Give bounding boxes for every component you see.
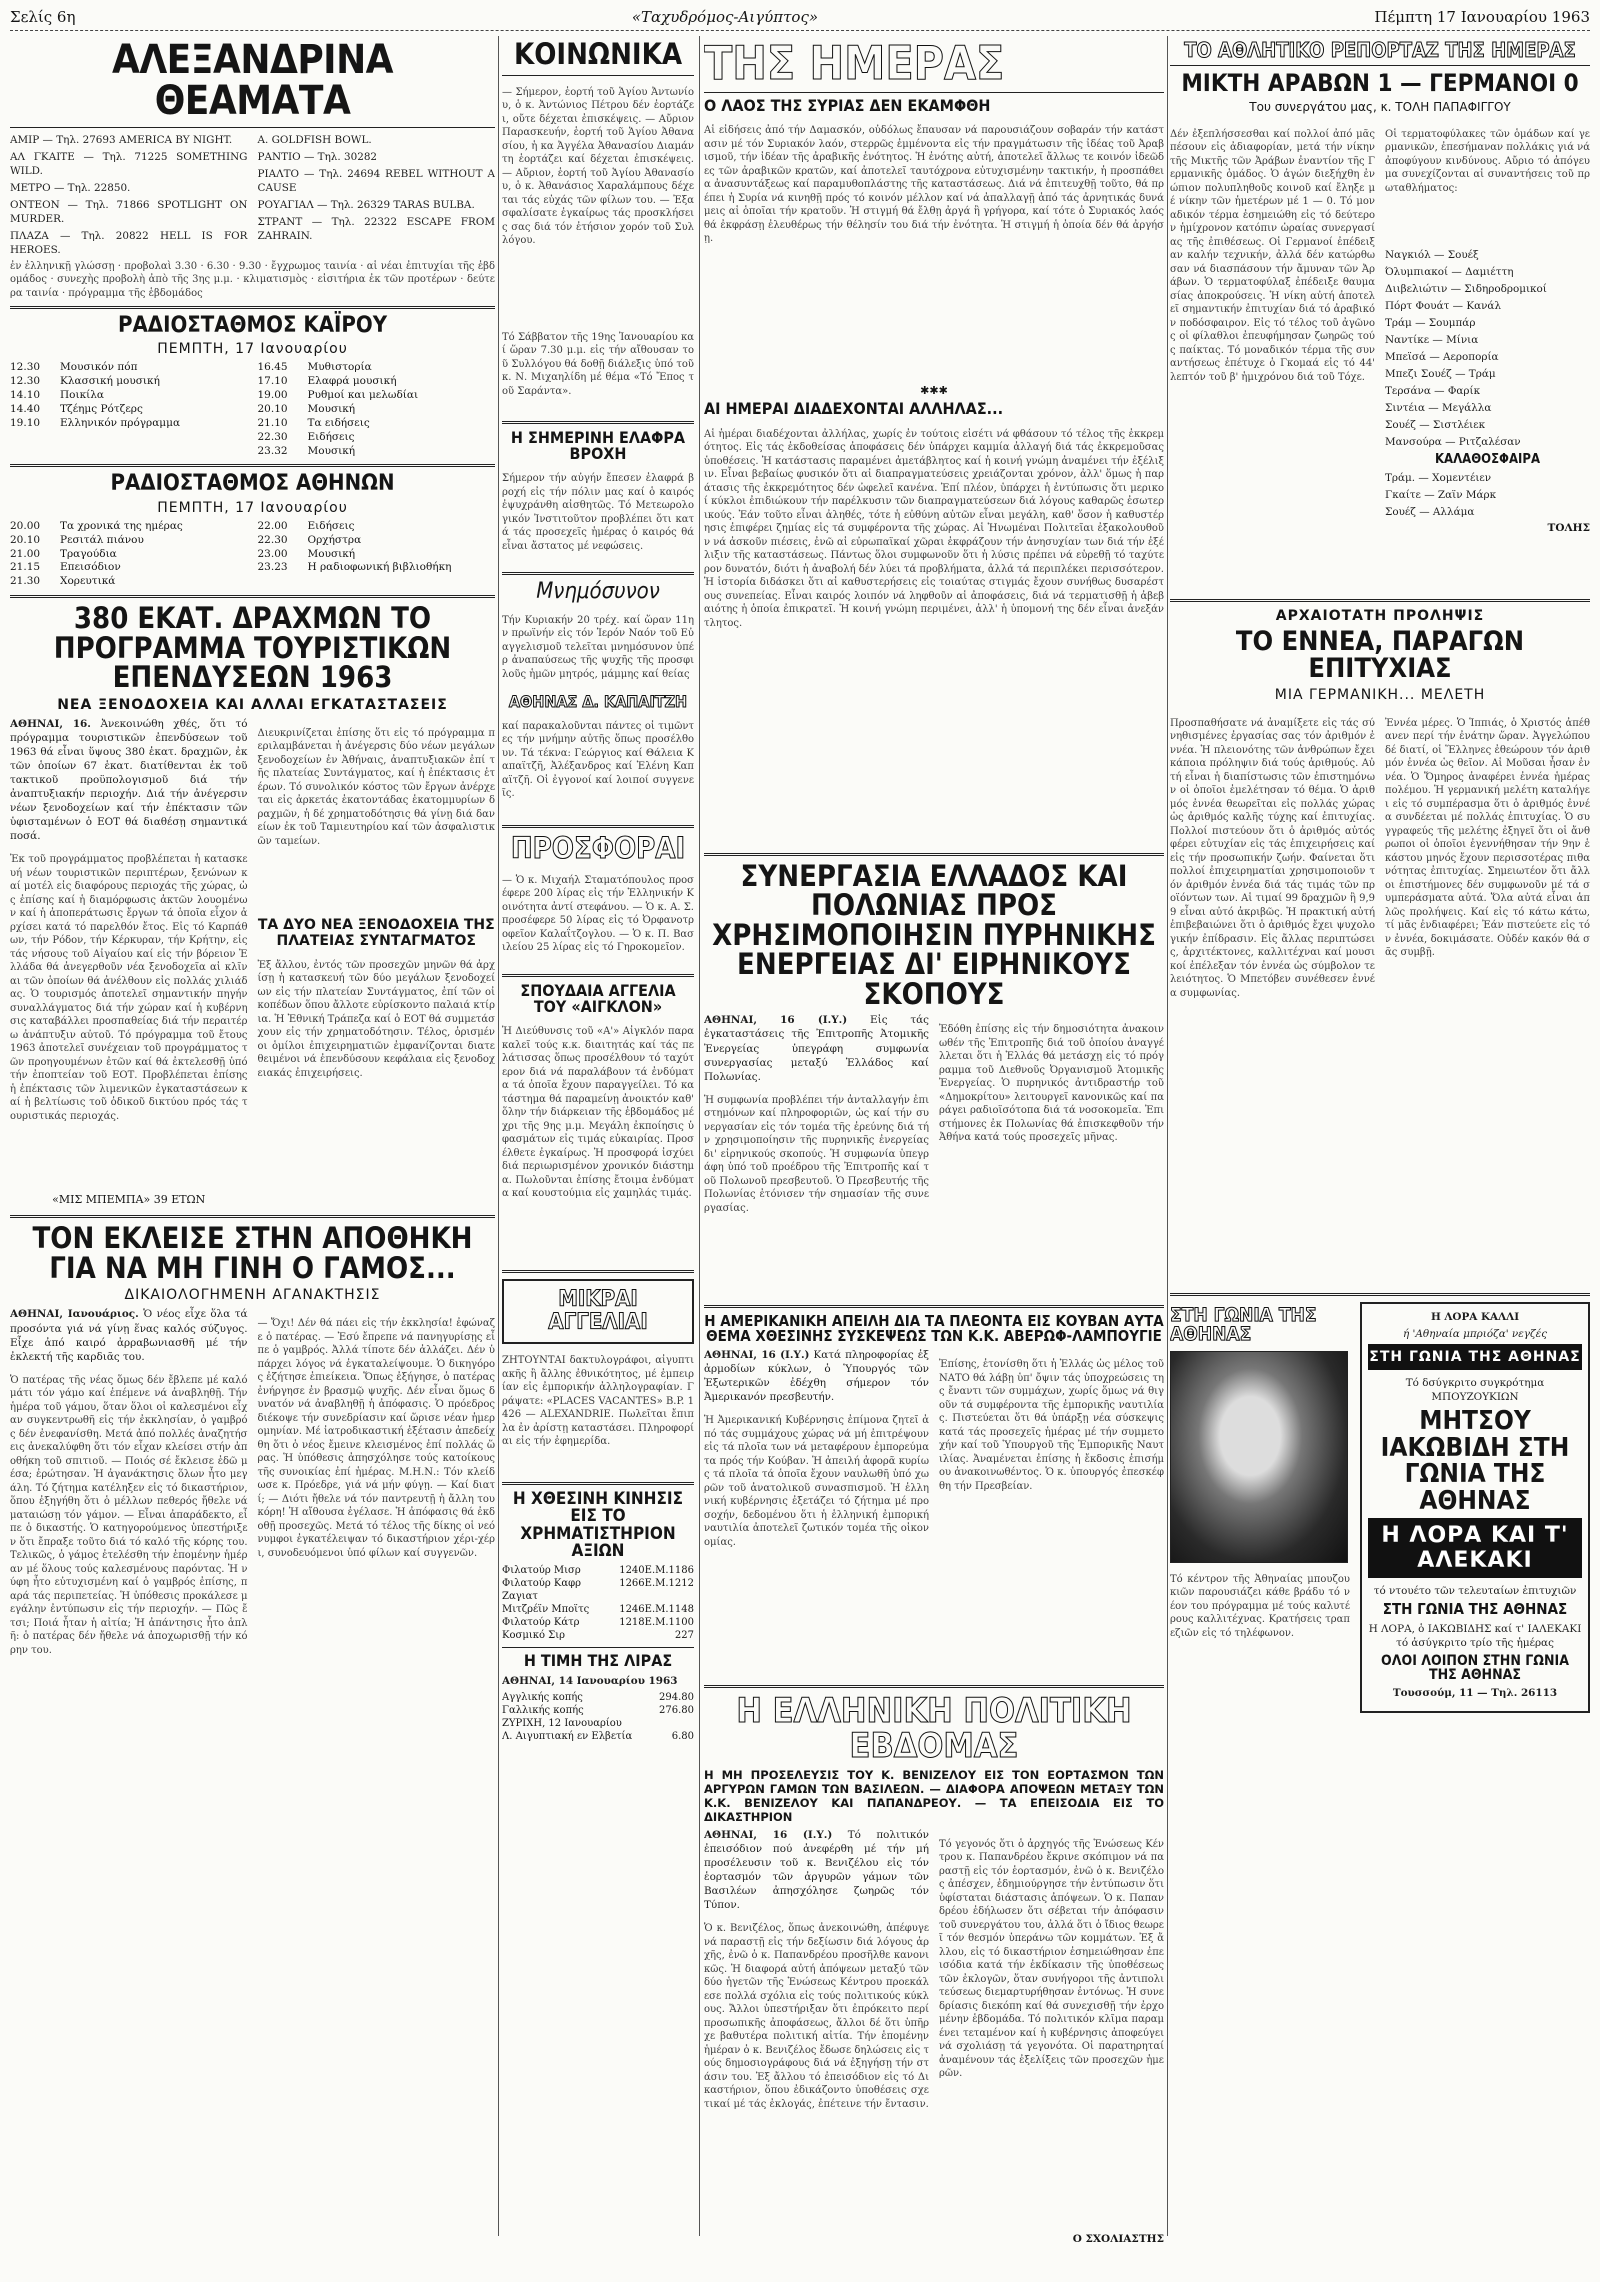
cinema-listing: ΟΝΤΕΟΝ — Τηλ. 71866 SPOTLIGHT ON MURDER.: [10, 198, 248, 225]
fixture-item: Όλυμπιακοί — Δαμιέττη: [1385, 265, 1514, 278]
rain-headline: Η ΣΗΜΕΡΙΝΗ ΕΛΑΦΡΑ ΒΡΟΧΗ: [510, 427, 686, 463]
sports-byline: Του συνεργάτου μας, κ. ΤΟΛΗ ΠΑΠΑΦΙΓΓΟΥ: [1249, 99, 1511, 114]
sports-headline: ΤΟ ΑΘΛΗΤΙΚΟ ΡΕΠΟΡΤΑΖ ΤΗΣ ΗΜΕΡΑΣ: [1184, 38, 1576, 62]
masthead: [10, 6, 1590, 31]
ad-hour: Η ΛΟΡΑ ΚΑΛΛΙ: [1430, 1310, 1520, 1323]
cinema-listing: ΡΟΥΑΓΙΑΛ — Τηλ. 26329 TARAS BULBA.: [257, 198, 475, 211]
ad-corner: ΣΤΗ ΓΩΝΙΑ ΤΗΣ ΑΘΗΝΑΣ: [1368, 1344, 1582, 1370]
ad-trio: Η ΛΟΡΑ, ὁ ΙΑΚΩΒΙΔΗΣ καί τ' ΙΑΛΕΚΑΚΙ τό ἀσύγκριτο τρίο τῆς ἡμέρας: [1368, 1622, 1582, 1649]
syria-headline: Ο ΛΑΟΣ ΤΗΣ ΣΥΡΙΑΣ ΔΕΝ ΕΚΑΜΦΘΗ: [704, 95, 991, 115]
ad-star: ΜΗΤΣΟΥ ΙΑΚΩΒΙΔΗ ΣΤΗ ΓΩΝΙΑ ΤΗΣ ΑΘΗΝΑΣ: [1380, 1406, 1570, 1516]
fixture-item: Ναγκιόλ — Σουέξ: [1385, 248, 1479, 261]
fixture-item: Μανσούρα — Ριτζαλέσαν: [1385, 436, 1521, 449]
poland-headline: ΣΥΝΕΡΓΑΣΙΑ ΕΛΛΑΔΟΣ ΚΑΙ ΠΟΛΩΝΙΑΣ ΠΡΟΣ ΧΡΗΣΙΜΟΠΟΙΗΣΙΝ ΠΥΡΗΝΙΚΗΣ ΕΝΕΡΓΕΙΑΣ ΔΙ' ΕΙΡΗΝΙΚΟΥΣ ΣΚΟΠΟΥΣ: [712, 858, 1156, 1011]
tourism-dateline: ΑΘΗΝΑΙ, 16.: [10, 717, 91, 730]
fixture-item: Μπεϊσά — Αεροπορία: [1385, 351, 1499, 364]
column-3: ΤΗΣ ΗΜΕΡΑΣ Ο ΛΑΟΣ ΤΗΣ ΣΥΡΙΑΣ ΔΕΝ ΕΚΑΜΦΘΗ Αἱ εἰδήσεις ἀπό τήν Δαμασκόν, οὐδόλως ἔπαυσαν νά παρουσιάζουν σοβαράν τήν κατάστασιν μέ τόν Συριακόν λαόν, στερρῶς ἐμμένοντα εἰς τήν πραγμάτωσιν τῆς ἰδέας τοῦ Ἀραβισμοῦ, τήν ἰδέαν τῆς ἀραβικῆς ἑνότητος. Ἡ ἐνότης αὐτή, ἀποτελεῖ ἄλλως τε κοινόν ἰδεῶδες τῶν ἀραβικῶν κρατῶν, καί ἀποτελεῖ ταυτόχρονα εὐτυχισμένην τακτικήν, ἡ προσπάθεια ἀνασυντάξεως καί παραμυθοπλάστης τῆς καταστάσεως. Διά νά ἐπιτευχθῇ τοῦτο, θά πρέπει ἡ Συρία νά κινηθῇ πρός τό κοινόν μέλλον καί νά ἀπαλλαγῇ ἀπό τάς ἀρνητικάς δυνάμεις αἱ ὁποῖαι τήν κρατοῦν. Ἡ στιγμή θά ἔλθῃ ἀργά ἢ γρήγορα, καί τότε ὁ Συριακός λαός θά ἐκφράσῃ ἐλευθέρως τήν θέλησίν του διά τήν ἐνότητα. Ἡ στιγμή ἡ ὁποία δέν θά ἀργήσῃ. ✱✱✱ ΑΙ ΗΜΕΡΑΙ ΔΙΑΔΕΧΟΝΤΑΙ ΑΛΛΗΛΑΣ... Αἱ ἡμέραι διαδέχονται ἀλλήλας, χωρίς ἐν τούτοις εἰσέτι νά φθάσουν τό τέλος τῆς ἐκκρεμότητος. Εἰς τάς ἐκδοθείσας ἀποφάσεις δέν ὑπάρχει καμμία ἀλλαγή διά τάς ἐκκρεμοῦσας ὑποθέσεις. Ἡ κατάστασις παραμένει ἀμετάβλητος καί ἡ κοινή γνώμη ἀναμένει τήν ἐξέλιξιν. Εἶναι βεβαίως φυσικόν ὅτι αἱ διαπραγματεύσεις χρειάζονται χρόνον, ἀλλ' ὅμως ἡ παράτασις τῆς ἐκκρεμότητος δέν ὠφελεῖ κανένα. Ἐπί πλέον, ὑπάρχει ἡ ἐντύπωσις ὅτι μερικοί κύκλοι ἐπιδιώκουν τήν παρέλκυσιν τῶν διαπραγματεύσεων διά λόγους καθαρῶς ἐσωτερικούς. Ἐάν τοῦτο εἶναι ἀληθές, τότε ἡ εὐθύνη αὐτῶν εἶναι μεγάλη, καθ' ὅσον ἡ καθυστέρησις ἐπιφέρει ζημίας εἰς τά συμφέροντα τῆς χώρας. Αἱ Ἡνωμέναι Πολιτεῖαι ἐξακολουθοῦν νά ἀσκοῦν πιέσεις, ἐνῶ αἱ εὐρωπαϊκαί χῶραι ἐκφράζουν τήν ἀνησυχίαν των διά τήν ἐξέλιξιν τῆς καταστάσεως. Πάντως ὅλοι συμφωνοῦν ὅτι ἡ λύσις πρέπει νά εὑρεθῇ τό ταχύτερον δυνατόν, διότι ἡ ἀναβολή δέν λύει τά προβλήματα, ἀλλά τά περιπλέκει περισσότερον. Ἡ ἱστορία διδάσκει ὅτι αἱ καθυστερήσεις εἰς τοιαύτας στιγμάς ἔχουν συνήθως δυσαρέστους συνεπείας. Εἶναι καιρός λοιπόν νά ληφθοῦν αἱ ἀποφάσεις, διά νά τερματισθῇ ἡ ἀβεβαιότης ἡ ὁποία ἐπικρατεῖ. Ἡ κοινή γνώμη περιμένει, ἀλλ' ἡ ὑπομονή της δέν εἶναι ἀνεξάντλητος. ΣΥΝΕΡΓΑΣΙΑ ΕΛΛΑΔΟΣ ΚΑΙ ΠΟΛΩΝΙΑΣ ΠΡΟΣ ΧΡΗΣΙΜΟΠΟΙΗΣΙΝ ΠΥΡΗΝΙΚΗΣ ΕΝΕΡΓΕΙΑΣ ΔΙ' ΕΙΡΗΝΙΚΟΥΣ ΣΚΟΠΟΥΣ ΑΘΗΝΑΙ, 16 (Ι.Υ.) Εἰς τάς ἐγκαταστάσεις τῆς Ἐπιτροπῆς Ἀτομικῆς Ἐνεργείας ὑπεγράφη συμφωνία συνεργασίας μεταξύ Ἑλλάδος καί Πολωνίας. Ἡ συμφωνία προβλέπει τήν ἀνταλλαγήν ἐπιστημόνων καί πληροφοριῶν, ὡς καί τήν συνεργασίαν εἰς τόν τομέα τῆς ἐρεύνης διά τήν χρησιμοποίησιν τῆς πυρηνικῆς ἐνεργείας δι' εἰρηνικούς σκοπούς. Ἡ συμφωνία ὑπεγράφη ὑπό τοῦ προέδρου τῆς Ἐπιτροπῆς καί τοῦ Πολωνοῦ πρεσβευτοῦ. Ὁ Πρεσβευτής τῆς Πολωνίας ἐτόνισεν τήν σημασίαν τῆς συνεργασίας. Ἐδόθη ἐπίσης εἰς τήν δημοσιότητα ἀνακοινωθέν τῆς Ἐπιτροπῆς διά τοῦ ὁποίου ἀναγγέλλεται ὅτι ἡ Ἑλλάς θά μετάσχῃ εἰς τό πρόγραμμα τοῦ Διεθνοῦς Ὀργανισμοῦ Ἀτομικῆς Ἐνεργείας. Ὁ πυρηνικός ἀντιδραστήρ τοῦ «Δημοκρίτου» λειτουργεῖ κανονικῶς καί παράγει ραδιοϊσότοπα διά τά νοσοκομεῖα. Ἐπιστήμονες ἐκ Πολωνίας θά ἐπισκεφθοῦν τήν Ἀθήνα κατά τούς προσεχεῖς μῆνας. Η ΑΜΕΡΙΚΑΝΙΚΗ ΑΠΕΙΛΗ ΔΙΑ ΤΑ ΠΛΕΟΝΤΑ ΕΙΣ ΚΟΥΒΑΝ ΑΥΤΑ ΘΕΜΑ ΧΘΕΣΙΝΗΣ ΣΥΣΚΕΨΕΩΣ ΤΩΝ Κ.Κ. ΑΒΕΡΩΦ-ΛΑΜΠΟΥΓΙΕ ΑΘΗΝΑΙ, 16 (Ι.Υ.) Κατά πληροφορίας ἐξ ἀρμοδίων κύκλων, ὁ Ὑπουργός τῶν Ἐξωτερικῶν ἐδέχθη σήμερον τόν Ἀμερικανόν πρεσβευτήν. Ἡ Ἀμερικανική Κυβέρνησις ἐπίμονα ζητεῖ ἀπό τάς συμμάχους χώρας νά μή ἐπιτρέψουν εἰς τά πλοῖα των νά μεταφέρουν ἐμπορεύματα πρός τήν Κούβαν. Ἡ ἀπειλή ἀφορᾶ κυρίως τά πλοῖα τά ὁποῖα ἔχουν ναυλωθῆ ὑπό χωρῶν τοῦ ἀνατολικοῦ συνασπισμοῦ. Ἡ ἑλληνική κυβέρνησις ἐξετάζει τό ζήτημα μέ προσοχήν, δεδομένου ὅτι ἡ ἑλληνική ἐμπορική ναυτιλία ἀποτελεῖ ζωτικόν τομέα τῆς οἰκονομίας. Ἐπίσης, ἐτονίσθη ὅτι ἡ Ἑλλάς ὡς μέλος τοῦ ΝΑΤΟ θά λάβῃ ὑπ' ὄψιν τάς ὑποχρεώσεις της ἔναντι τῶν συμμάχων, χωρίς ὅμως νά θιγοῦν τά συμφέροντα τῆς ἐμπορικῆς ναυτιλίας. Πιστεύεται ὅτι θά ὑπάρξῃ νέα σύσκεψις κατά τάς προσεχεῖς ἡμέρας μέ τήν συμμετοχήν καί τοῦ Ὑπουργοῦ τῆς Ἐμπορικῆς Ναυτιλίας. Ἀναμένεται ἐπίσης ἡ ἔκδοσις ἐπισήμου ἀνακοινωθέντος. Ὁ κ. ὑπουργός ἐπεσκέφθη τήν Πρεσβείαν. Η ΕΛΛΗΝΙΚΗ ΠΟΛΙΤΙΚΗ ΕΒΔΟΜΑΣ Η ΜΗ ΠΡΟΣΕΛΕΥΣΙΣ ΤΟΥ Κ. ΒΕΝΙΖΕΛΟΥ ΕΙΣ ΤΟΝ ΕΟΡΤΑΣΜΟΝ ΤΩΝ ΑΡΓΥΡΩΝ ΓΑΜΩΝ ΤΩΝ ΒΑΣΙΛΕΩΝ. — ΔΙΑΦΟΡΑ ΑΠΟΨΕΩΝ ΜΕΤΑΞΥ ΤΩΝ Κ.Κ. ΒΕΝΙΖΕΛΟΥ ΚΑΙ ΠΑΠΑΝΔΡΕΟΥ. — ΤΑ ΕΠΕΙΣΟΔΙΑ ΕΙΣ ΤΟ ΔΙΚΑΣΤΗΡΙΟΝ ΑΘΗΝΑΙ, 16 (Ι.Υ.) Τό πολιτικόν ἐπεισόδιον πού ἀνεφέρθη μέ τήν μή προσέλευσιν τοῦ κ. Βενιζέλου εἰς τόν ἑορτασμόν τῶν ἀργυρῶν γάμων τῶν Βασιλέων ἀπησχόλησε ζωηρῶς τόν Τύπον. Ὁ κ. Βενιζέλος, ὅπως ἀνεκοινώθη, ἀπέφυγε νά παραστῇ εἰς τήν δεξίωσιν διά λόγους ἀρχῆς, ἐνῶ ὁ κ. Παπανδρέου προσῆλθε κανονικῶς. Ἡ διαφορά αὐτή ἀπόψεων μεταξύ τῶν δύο ἡγετῶν τῆς Ἑνώσεως Κέντρου προεκάλεσε πολλά σχόλια εἰς τούς πολιτικούς κύκλους. Ἄλλοι ὑπεστήριξαν ὅτι ἐπρόκειτο περί προσωπικῆς ἀποφάσεως, ἄλλοι δέ ὅτι ὑπῆρχε βαθυτέρα πολιτική αἰτία. Τήν ἑπομένην ἡμέραν ὁ κ. Βενιζέλος ἔδωσε δηλώσεις εἰς τούς δημοσιογράφους διά νά ἐξηγήσῃ τήν στάσιν του. Ἐξ ἄλλου τό ἐπεισόδιον εἰς τό Δικαστήριον, ὅπου ἐδικάζοντο ὑποθέσεις σχετικαί μέ τάς ἐκλογάς, ἐπέτεινε τήν ἔντασιν. Τό γεγονός ὅτι ὁ ἀρχηγός τῆς Ἑνώσεως Κέντρου κ. Παπανδρέου ἔκρινε σκόπιμον νά παραστῇ εἰς τόν ἑορτασμόν, ἐνῶ ὁ κ. Βενιζέλος ἀπέσχεν, ἐδημιούργησε τήν ἐντύπωσιν ὅτι ὑφίσταται διάστασις ἀπόψεων. Ὁ κ. Παπανδρέου ἐδήλωσεν ὅτι σέβεται τήν ἀπόφασιν τοῦ συνεργάτου του, ἀλλά ὅτι ὁ ἴδιος θεωρεῖ τόν θεσμόν ὑπεράνω τῶν κομμάτων. Ἐξ ἄλλου, εἰς τό δικαστήριον ἐσημειώθησαν ἐπεισόδια κατά τήν ἐκδίκασιν τῆς ὑποθέσεως τῶν ἐκλογῶν, ὅταν συνήγοροι τῆς ἀντιπολιτεύσεως διεμαρτυρήθησαν ἐντόνως. Ἡ συνεδρίασις διεκόπη καί θά συνεχισθῇ τήν ἐρχομένην ἑβδομάδα. Τό πολιτικόν κλῖμα παραμένει τεταμένον καί ἡ κυβέρνησις ἀποφεύγει νά σχολιάσῃ τά γεγονότα. Οἱ παρατηρηταί ἀναμένουν τάς ἐξελίξεις τῶν προσεχῶν ἡμερῶν. Ο ΣΧΟΛΙΑΣΤΗΣ: [704, 36, 1164, 2245]
market-row: Μιτζρέϊν Μποϊτς 1246Ε.Μ.1148: [502, 1604, 694, 1616]
classifieds-headline: ΜΙΚΡΑΙ ΑΓΓΕΛΙΑΙ: [548, 1287, 648, 1335]
fixture-item: Τράμ — Σουμπάρ: [1385, 317, 1476, 330]
social-headline: ΚΟΙΝΩΝΙΚΑ: [513, 37, 683, 71]
cinema-listings: [10, 133, 495, 260]
radio-athens-date: ΠΕΜΠΤΗ, 17 Ιανουαρίου: [157, 499, 348, 516]
basketball-headline: ΚΑΛΑΘΟΣΦΑΙΡΑ: [1434, 452, 1541, 468]
fixture-item: Διιβελιώτιν — Σιδηροδρομικοί: [1385, 282, 1547, 295]
basketball-fixture: Τράμ. — Χομεντέιεν: [1385, 471, 1492, 484]
newspaper-page: [10, 6, 1590, 2245]
fixture-item: Ναντίκε — Μίνια: [1385, 334, 1479, 347]
prophecy-label: ΑΡΧΑΙΟΤΑΤΗ ΠΡΟΛΗΨΙΣ: [1275, 607, 1485, 624]
miss-line: «ΜΙΣ ΜΠΕΜΠΑ» 39 ΕΤΩΝ: [52, 1193, 206, 1207]
wedding-subheadline: ΔΙΚΑΙΟΛΟΓΗΜΕΝΗ ΑΓΑΝΑΚΤΗΣΙΣ: [124, 1287, 381, 1304]
days-headline: ΑΙ ΗΜΕΡΑΙ ΔΙΑΔΕΧΟΝΤΑΙ ΑΛΛΗΛΑΣ...: [704, 399, 1004, 419]
fixture-item: Τερσάνα — Φαρίκ: [1385, 385, 1481, 398]
ad-corner-2: ΣΤΗ ΓΩΝΙΑ ΤΗΣ ΑΘΗΝΑΣ: [1382, 1600, 1568, 1619]
cinema-listing: ΠΛΑΖΑ — Τηλ. 20822 HELL IS FOR HEROES.: [10, 229, 248, 256]
basketball-fixture: Γκαίτε — Ζαϊν Μάρκ: [1385, 488, 1497, 501]
ad-message: Τό δσύγκριτο συγκρότημα ΜΠΟΥΖΟΥΚΙΩΝ: [1405, 1377, 1545, 1404]
tourism-subheadline: ΝΕΑ ΞΕΝΟΔΟΧΕΙΑ ΚΑΙ ΑΛΛΑΙ ΕΓΚΑΤΑΣΤΑΣΕΙΣ: [57, 696, 448, 713]
ad-all: ΟΛΟΙ ΛΟΙΠΟΝ ΣΤΗΝ ΓΩΝΙΑ ΤΗΣ ΑΘΗΝΑΣ: [1381, 1652, 1569, 1683]
cinema-listing: ΜΕΤΡΟ — Τηλ. 22850.: [10, 181, 131, 194]
radio-cairo-schedule: 12.30 Μουσικόν πόπ 12.30 Κλασσική μουσική 14.10 Ποικίλα 14.40 Τζέημς Ρότζερς 19.10 Ελληνικόν πρόγραμμα 16.45 Μυθιστορία 17.10 Ελαφρά μουσική 19.00 Ρυθμοί και μελωδίαι 20.10 Μουσική 21.10 Τα ειδήσεις 22.30 Ειδήσεις 23.32 Μουσική: [10, 361, 419, 457]
offers-headline: ΠΡΟΣΦΟΡΑΙ: [510, 830, 686, 865]
column-2: ΚΟΙΝΩΝΙΚΑ — Σήμερον, ἑορτή τοῦ Ἁγίου Ἀντωνίου, ὁ κ. Ἀντώνιος Πέτρου δέν ἑορτάζει, οὔτε δέχεται ἐπισκέψεις. — Αὔριον Παρασκευήν, ἑορτή τοῦ Ἁγίου Ἀθανασίου, ἡ κα Ἀγγέλα Ἀθανασίου Διαμάντη ἑορτάζει καί δέχεται ἐπισκέψεις. — Αὔριον, ἑορτή τοῦ Ἁγίου Ἀθανασίου, ὁ κ. Ἀθανάσιος Χαραλάμπους δέχεται τάς εὐχάς τῶν φίλων του. — Ἐξασφαλίσατε ἐγκαίρως τάς προσκλήσεις σας διά τόν ἐτήσιον χορόν τοῦ Συλλόγου. Τό Σάββατον τῆς 19ης Ἰανουαρίου καί ὥραν 7.30 μ.μ. εἰς τήν αἴθουσαν τοῦ Συλλόγου θά δοθῇ διάλεξις ὑπό τοῦ κ. Ν. Μιχαηλίδη μέ θέμα «Τό Ἔπος τοῦ Σαράντα». Η ΣΗΜΕΡΙΝΗ ΕΛΑΦΡΑ ΒΡΟΧΗ Σήμερον τήν αὐγήν ἔπεσεν ἐλαφρά βροχή εἰς τήν πόλιν μας καί ὁ καιρός ἐψυχράνθη αἰσθητῶς. Τό Μετεωρολογικόν Ἰνστιτοῦτον προβλέπει ὅτι κατά τάς προσεχεῖς ἡμέρας ὁ καιρός θά εἶναι ἄστατος μέ νεφώσεις. Μνημόσυνον Τήν Κυριακήν 20 τρέχ. καί ὥραν 11ην πρωϊνήν εἰς τόν Ἱερόν Ναόν τοῦ Εὐαγγελισμοῦ τελεῖται μνημόσυνον ὑπέρ ἀναπαύσεως τῆς ψυχῆς τῆς προσφιλοῦς ἡμῶν μητρός, μάμμης καί θείας ΑΘΗΝΑΣ Δ. ΚΑΠΑΙΤΖΗ καί παρακαλοῦνται πάντες οἱ τιμῶντες τήν μνήμην αὐτῆς ὅπως προσέλθουν. Τά τέκνα: Γεώργιος καί Θάλεια Καπαϊτζῆ, Ἀλέξανδρος καί Ἑλένη Καπαϊτζῆ. Οἱ ἐγγονοί καί λοιποί συγγενεῖς. ΠΡΟΣΦΟΡΑΙ — Ὁ κ. Μιχαήλ Σταματόπουλος προσέφερε 200 λίρας εἰς τήν Ἑλληνικήν Κοινότητα ἀντί στεφάνου. — Ὁ κ. Α. Σ. προσέφερε 50 λίρας εἰς τό Ὀρφανοτροφεῖον Καλαΐτζογλου. — Ὁ κ. Π. Βασιλείου 25 λίρας εἰς τό Γηροκομεῖον. ΣΠΟΥΔΑΙΑ ΑΓΓΕΛΙΑ ΤΟΥ «ΑΙΓΚΛΟΝ» Ἡ Διεύθυνσις τοῦ «Α'» Αἰγκλόν παρακαλεῖ τούς κ.κ. διαιτητάς καί τάς πελάτισσας ὅπως προσέλθουν τό ταχύτερον διά νά παραλάβουν τά ἐνδύματα τά ὁποῖα ἔχουν παραγγείλει. Τό κατάστημα θά παραμείνῃ ἀνοικτόν καθ' ὅλην τήν διάρκειαν τῆς ἑβδομάδος μέχρι τῆς 9ης μ.μ. Μεγάλη ἐκποίησις ὑφασμάτων εἰς τιμάς εὐκαιρίας. Προσέλθετε ἐγκαίρως. Ἡ προσφορά ἰσχύει διά περιωρισμένον χρονικόν διάστημα. Πωλοῦνται ἐπίσης ἔτοιμα ἐνδύματα καί κουστούμια εἰς χαμηλάς τιμάς. ΜΙΚΡΑΙ ΑΓΓΕΛΙΑΙ ΖΗΤΟΥΝΤΑΙ δακτυλογράφοι, αἰγυπτιακῆς ἢ ἄλλης ἐθνικότητος, μέ ἐμπειρίαν εἰς ἐμπορικήν ἀλληλογραφίαν. Γράψατε: «PLACES VACANTES» B.P. 1426 — ALEXANDRIE. Πωλεῖται ἔπιπλα ἐν ἀρίστῃ καταστάσει. Πληροφορίαι εἰς τήν ἐφημερίδα. Η ΧΘΕΣΙΝΗ ΚΙΝΗΣΙΣ ΕΙΣ ΤΟ ΧΡΗΜΑΤΙΣΤΗΡΙΟΝ ΑΞΙΩΝ Φιλατούρ Μισρ 1240Ε.Μ.1186 Φιλατούρ Καφρ Ζαγιατ 1266Ε.Μ.1212 Μιτζρέϊν Μποϊτς 1246Ε.Μ.1148 Φιλατούρ Κάτρ 1218Ε.Μ.1100 Κοσμικό Σιρ 227 Η ΤΙΜΗ ΤΗΣ ΛΙΡΑΣ ΑΘΗΝΑΙ, 14 Ιανουαρίου 1963 Αγγλικής κοπής 294.80 Γαλλικής κοπής 276.80 ΖΥΡΙΧΗ, 12 Ιανουαρίου Λ. Αιγυπτιακή εν Ελβετία 6.80: [502, 37, 694, 1742]
poland-dateline: ΑΘΗΝΑΙ, 16 (Ι.Υ.): [704, 1014, 848, 1027]
cinema-listing: A. GOLDFISH BOWL.: [257, 133, 372, 146]
page-number: Σελίς 6η: [10, 8, 76, 26]
market-row: Φιλατούρ Κάτρ 1218Ε.Μ.1100: [502, 1617, 694, 1629]
fixture-item: Σιντέια — Μεγάλλα: [1385, 402, 1492, 415]
basketball-fixture: Σουέζ — Αλλάμα: [1385, 505, 1475, 518]
fixture-item: Σουέζ — Σιστλέιεκ: [1385, 419, 1486, 432]
issue-date: Πέμπτη 17 Ιανουαρίου 1963: [1374, 8, 1590, 26]
ad-duo: Η ΛΟΡΑ ΚΑΙ Τ' ΑΛΕΚΑΚΙ: [1368, 1518, 1582, 1578]
column-4: ΤΟ ΑΘΛΗΤΙΚΟ ΡΕΠΟΡΤΑΖ ΤΗΣ ΗΜΕΡΑΣ ΜΙΚΤΗ ΑΡΑΒΩΝ 1 — ΓΕΡΜΑΝΟΙ 0 Του συνεργάτου μας, κ. ΤΟΛΗ ΠΑΠΑΦΙΓΓΟΥ Δέν ἐξεπλήσσεσθαι καί πολλοί ἀπό μᾶς πέσουν εἰς ἀδιαφορίαν, μετά τήν νίκην τῆς Μικτῆς τῶν Ἀράβων ἐναντίον τῆς Γερμανικῆς ὁμάδος. Ὁ ἀγών διεξήχθη ἐνώπιον πολυπληθοῦς κοινοῦ καί ἔληξε μέ νίκην τῶν ἡμετέρων μέ 1 — 0. Τό μοναδικόν τέρμα ἐσημειώθη εἰς τό δεύτερον ἡμίχρονον κατόπιν ὡραίας συνεργασίας τῆς ἐπιθέσεως. Οἱ Γερμανοί ἐπέδειξαν καλήν τεχνικήν, ἀλλά δέν κατώρθωσαν νά διασπάσουν τήν ἄμυναν τῶν Ἀράβων. Ὁ τερματοφύλαξ ἐπέδειξε θαυμασίας ἀποκρούσεις. Ἡ νίκη αὐτή ἀποτελεῖ σημαντικήν ἐπιτυχίαν διά τό ἀραβικόν ποδόσφαιρον. Εἰς τό τέλος τοῦ ἀγῶνος οἱ φίλαθλοι ἐπευφήμησαν ζωηρῶς τούς παίκτας. Τό μοναδικόν τέρμα τῆς συναντήσεως ἐπέτυχε ὁ Γκομαά εἰς τό 44' λεπτόν τοῦ β' ἡμιχρόνου διά τοῦ Τόχε. Οἱ τερματοφύλακες τῶν ὁμάδων καί γερμανικῶν, ἐπεσήμαναν πολλάκις γιά νά ἀποφύγουν κινδύνους. Αὔριο τό ἀπόγευμα συνεχίζονται αἱ συναντήσεις τοῦ πρωταθλήματος: Ναγκιόλ — Σουέξ Όλυμπιακοί — Δαμιέττη Διιβελιώτιν — Σιδηροδρομικοί Πόρτ Φουάτ — Κανάλ Τράμ — Σουμπάρ Ναντίκε — Μίνια Μπεϊσά — Αεροπορία Μπεζι Σουέζ — Τράμ Τερσάνα — Φαρίκ Σιντέια — Μεγάλλα Σουέζ — Σιστλέιεκ Μανσούρα — Ριτζαλέσαν ΚΑΛΑΘΟΣΦΑΙΡΑ Τράμ. — Χομεντέιεν Γκαίτε — Ζαϊν Μάρκ Σουέζ — Αλλάμα ΤΟΛΗΣ ΑΡΧΑΙΟΤΑΤΗ ΠΡΟΛΗΨΙΣ ΤΟ ΕΝΝΕΑ, ΠΑΡΑΓΩΝ ΕΠΙΤΥΧΙΑΣ ΜΙΑ ΓΕΡΜΑΝΙΚΗ... ΜΕΛΕΤΗ Προσπαθήσατε νά ἀναμίξετε εἰς τάς σύνηθισμένες ἐργασίας σας τόν ἀριθμόν ἐννέα. Ἡ πλειονότης τῶν ἀνθρώπων ἔχει κάποια πρόληψιν διά τούς ἀριθμούς. Αὐτή εἶναι ἡ διαπίστωσις τῶν ἐπιστημόνων οἱ ὁποῖοι ἐμελέτησαν τό θέμα. Ὁ ἀριθμός ἐννέα θεωρεῖται εἰς πολλάς χώρας ὡς ἀριθμός καλῆς τύχης καί ἐπιτυχίας. Πολλοί πιστεύουν ὅτι ὁ ἀριθμός αὐτός φέρει εὐτυχίαν εἰς τάς ἐπιχειρήσεις καί εἰς τήν προσωπικήν ζωήν. Φαίνεται ὅτι πολλοί ἐπιχειρηματίαι χρησιμοποιοῦν τόν ἀριθμόν ἐννέα διά τάς τιμάς τῶν προϊόντων των. Αἱ τιμαί 99 δραχμῶν ἢ 9,99 εἶναι αὐτό ἀκριβῶς. Ἡ πρακτική αὐτή ἐπιβεβαιώνει ὅτι ὁ ἀριθμός ἔχει ψυχολογικήν ἐπίδρασιν. Εἰς ἄλλας περιπτώσεις, ἀρχιτέκτονες, καλλιτέχναι καί μουσικοί ἐπέλεξαν τόν ἐννέα ὡς σύμβολον τελειότητος. Ὁ Μπετόβεν συνέθεσεν ἐννέα συμφωνίας. Ἐννέα μέρες. Ὁ Ἱππιάς, ὁ Χριστός ἀπέθανεν περί τήν ἐνάτην ὥραν. Ἀγγελώπου δέ διατί, οἱ Ἕλληνες ἐθεώρουν τόν ἀριθμόν ἐννέα ὡς θεῖον. Αἱ Μοῦσαι ἦσαν ἐννέα. Ὁ Ὅμηρος ἀναφέρει ἐννέα ἡμέρας πολέμου. Ἡ γερμανική μελέτη καταλήγει εἰς τό συμπέρασμα ὅτι ὁ ἀριθμός ἐννέα συνδέεται μέ πολλάς ἐπιτυχίας. Ὁ συγγραφεύς τῆς μελέτης ἐξηγεῖ ὅτι οἱ ἄνθρωποι οἱ ὁποῖοι ἐγεννήθησαν τήν 9ην ἑκάστου μηνός ἔχουν περισσοτέρας πιθανότητας ἐπιτυχίας. Σημειωτέον ὅτι ἄλλοι ἐπιστήμονες δέν συμφωνοῦν μέ τά συμπεράσματα αὐτά. Ὅλα αὐτά εἶναι ἁπλῶς προλήψεις. Καί εἰς τό κάτω κάτω, τί μᾶς ἐνδιαφέρει; Ἐάν πιστεύετε εἰς τόν ἐννέα, δοκιμάσατε. Οὐδέν κακόν θά σᾶς συμβῇ. ΣΤΗ ΓΩΝΙΑ ΤΗΣ ΑΘΗΝΑΣ Τό κέντρον τῆς Ἀθηναίας μπουζουκιῶν παρουσιάζει κάθε βράδυ τό νέον του πρόγραμμα μέ τούς καλυτέρους καλλιτέχνας. Κρατήσεις τραπεζιῶν εἰς τό τηλέφωνον. Η ΛΟΡΑ ΚΑΛΛΙ ή 'Αθηναία μπριόζα' νεγζές ΣΤΗ ΓΩΝΙΑ ΤΗΣ ΑΘΗΝΑΣ Τό δσύγκριτο συγκρότημα ΜΠΟΥΖΟΥΚΙΩΝ ΜΗΤΣΟΥ ΙΑΚΩΒΙΔΗ ΣΤΗ ΓΩΝΙΑ ΤΗΣ ΑΘΗΝΑΣ Η ΛΟΡΑ ΚΑΙ Τ' ΑΛΕΚΑΚΙ τό ντουέτο τῶν τελευταίων ἐπιτυχιῶν ΣΤΗ ΓΩΝΙΑ ΤΗΣ ΑΘΗΝΑΣ Η ΛΟΡΑ, ὁ ΙΑΚΩΒΙΔΗΣ καί τ' ΙΑΛΕΚΑΚΙ τό ἀσύγκριτο τρίο τῆς ἡμέρας ΟΛΟΙ ΛΟΙΠΟΝ ΣΤΗΝ ΓΩΝΙΑ ΤΗΣ ΑΘΗΝΑΣ Τουσσούμ, 11 — Τηλ. 26113: [1170, 36, 1590, 1713]
radio-athens-schedule: 20.00 Τα χρονικά της ημέρας 20.10 Ρεσιτάλ πιάνου 21.00 Τραγούδια 21.15 Επεισόδιον 21.30 Χορευτικά 22.00 Ειδήσεις 22.30 Ορχήστρα 23.00 Μουσική 23.23 Η ραδιοφωνική βιβλιοθήκη: [10, 519, 452, 588]
match-result: ΜΙΚΤΗ ΑΡΑΒΩΝ 1 — ΓΕΡΜΑΝΟΙ 0: [1181, 69, 1579, 98]
day-headline: ΤΗΣ ΗΜΕΡΑΣ: [704, 36, 1005, 90]
memorial-headline: Μνημόσυνον: [536, 579, 660, 605]
exchange-headline: Η ΧΘΕΣΙΝΗ ΚΙΝΗΣΙΣ ΕΙΣ ΤΟ ΧΡΗΜΑΤΙΣΤΗΡΙΟΝ ΑΞΙΩΝ: [512, 1489, 684, 1562]
week-dateline: ΑΘΗΝΑΙ, 16 (Ι.Υ.): [704, 1828, 833, 1841]
hotels-subheadline: ΤΑ ΔΥΟ ΝΕΑ ΞΕΝΟΔΟΧΕΙΑ ΤΗΣ ΠΛΑΤΕΙΑΣ ΣΥΝΤΑΓΜΑΤΟΣ: [257, 916, 495, 949]
column-rule: [498, 36, 499, 2236]
nine-headline: ΤΟ ΕΝΝΕΑ, ΠΑΡΑΓΩΝ ΕΠΙΤΥΧΙΑΣ: [1235, 625, 1525, 685]
fixture-item: Πόρτ Φουάτ — Κανάλ: [1385, 300, 1502, 312]
theatres-headline: ΑΛΕΞΑΝΔΡΙΝΑ ΘΕΑΜΑΤΑ: [111, 37, 394, 124]
nine-subheadline: ΜΙΑ ΓΕΡΜΑΝΙΚΗ... ΜΕΛΕΤΗ: [1274, 686, 1486, 703]
ad-hit: τό ντουέτο τῶν τελευταίων ἐπιτυχιῶν: [1373, 1585, 1577, 1598]
cinema-listing: ΑΛ ΓΚΑΙΤΕ — Τηλ. 71225 SOMETHING WILD.: [10, 150, 248, 177]
radio-athens-headline: ΡΑΔΙΟΣΤΑΘΜΟΣ ΑΘΗΝΩΝ: [110, 471, 395, 497]
gold-table: Αγγλικής κοπής 294.80 Γαλλικής κοπής 276.80 ΖΥΡΙΧΗ, 12 Ιανουαρίου Λ. Αιγυπτιακή εν Ελβετία 6.80: [502, 1691, 694, 1742]
nightclub-advert: [1360, 1302, 1590, 1713]
corner-headline: ΣΤΗ ΓΩΝΙΑ ΤΗΣ ΑΘΗΝΑΣ: [1170, 1303, 1317, 1346]
cinema-listing: ΑΜΙΡ — Τηλ. 27693 AMERICA BY NIGHT.: [10, 133, 233, 146]
wedding-dateline: ΑΘΗΝΑΙ, Ιανουάριος.: [10, 1308, 139, 1321]
ad-address: Τουσσούμ, 11 — Τηλ. 26113: [1392, 1687, 1558, 1700]
market-table: [502, 1564, 694, 1642]
ad-athena: ή 'Αθηναία μπριόζα' νεγζές: [1402, 1327, 1548, 1340]
market-row: Κοσμικό Σιρ 227: [502, 1630, 694, 1642]
column-rule: [1167, 36, 1168, 2236]
column-rule: [699, 36, 700, 2236]
aiglon-headline: ΣΠΟΥΔΑΙΑ ΑΓΓΕΛΙΑ ΤΟΥ «ΑΙΓΚΛΟΝ»: [520, 980, 676, 1016]
cinema-listing: ΡΑΝΤΙΟ — Τηλ. 30282: [257, 150, 378, 163]
gold-dateline: ΑΘΗΝΑΙ, 14 Ιανουαρίου 1963: [502, 1674, 678, 1687]
gold-headline: Η ΤΙΜΗ ΤΗΣ ΛΙΡΑΣ: [523, 1651, 673, 1671]
commentator-signature: Ο ΣΧΟΛΙΑΣΤΗΣ: [1072, 2232, 1164, 2245]
tourism-headline: 380 ΕΚΑΤ. ΔΡΑΧΜΩΝ ΤΟ ΠΡΟΓΡΑΜΜΑ ΤΟΥΡΙΣΤΙΚΩΝ ΕΠΕΝΔΥΣΕΩΝ 1963: [53, 601, 452, 695]
radio-cairo-date: ΠΕΜΠΤΗ, 17 Ιανουαρίου: [157, 341, 348, 358]
fixture-list: [1385, 248, 1590, 450]
radio-cairo-headline: ΡΑΔΙΟΣΤΑΘΜΟΣ ΚΑΪΡΟΥ: [117, 312, 388, 338]
memorial-name: ΑΘΗΝΑΣ Δ. ΚΑΠΑΙΤΖΗ: [508, 691, 688, 711]
cinema-listing: ΣΤΡΑΝΤ — Τηλ. 22322 ESCAPE FROM ZAHRAIN.: [257, 215, 495, 242]
week-subheadline: Η ΜΗ ΠΡΟΣΕΛΕΥΣΙΣ ΤΟΥ Κ. ΒΕΝΙΖΕΛΟΥ ΕΙΣ ΤΟΝ ΕΟΡΤΑΣΜΟΝ ΤΩΝ ΑΡΓΥΡΩΝ ΓΑΜΩΝ ΤΩΝ ΒΑΣΙΛΕΩΝ. — ΔΙΑΦΟΡΑ ΑΠΟΨΕΩΝ ΜΕΤΑΞΥ ΤΩΝ Κ.Κ. ΒΕΝΙΖΕΛΟΥ ΚΑΙ ΠΑΠΑΝΔΡΕΟΥ. — ΤΑ ΕΠΕΙΣΟΔΙΑ ΕΙΣ ΤΟ ΔΙΚΑΣΤΗΡΙΟΝ: [704, 1767, 1164, 1824]
sports-signature: ΤΟΛΗΣ: [1547, 521, 1590, 534]
cuba-headline: Η ΑΜΕΡΙΚΑΝΙΚΗ ΑΠΕΙΛΗ ΔΙΑ ΤΑ ΠΛΕΟΝΤΑ ΕΙΣ ΚΟΥΒΑΝ ΑΥΤΑ ΘΕΜΑ ΧΘΕΣΙΝΗΣ ΣΥΣΚΕΨΕΩΣ ΤΩΝ Κ.Κ. ΑΒΕΡΩΦ-ΛΑΜΠΟΥΓΙΕ: [704, 1311, 1164, 1345]
market-row: Φιλατούρ Καφρ Ζαγιατ 1266Ε.Μ.1212: [502, 1578, 694, 1603]
market-row: Φιλατούρ Μισρ 1240Ε.Μ.1186: [502, 1565, 694, 1577]
wedding-headline: ΤΟΝ ΕΚΛΕΙΣΕ ΣΤΗΝ ΑΠΟΘΗΚΗ ΓΙΑ ΝΑ ΜΗ ΓΙΝΗ Ο ΓΑΜΟΣ...: [32, 1221, 473, 1285]
fixture-item: Μπεζι Σουέζ — Τράμ: [1385, 368, 1496, 381]
week-headline: Η ΕΛΛΗΝΙΚΗ ΠΟΛΙΤΙΚΗ ΕΒΔΟΜΑΣ: [736, 1691, 1132, 1767]
newspaper-name: «Ταχυδρόμος-Αιγύπτος»: [631, 8, 819, 26]
column-1: ΑΛΕΞΑΝΔΡΙΝΑ ΘΕΑΜΑΤΑ ΑΜΙΡ — Τηλ. 27693 AMERICA BY NIGHT. ΑΛ ΓΚΑΙΤΕ — Τηλ. 71225 SOMETHING WILD. ΜΕΤΡΟ — Τηλ. 22850. ΟΝΤΕΟΝ — Τηλ. 71866 SPOTLIGHT ON MURDER. ΠΛΑΖΑ — Τηλ. 20822 HELL IS FOR HEROES. A. GOLDFISH BOWL. ΡΑΝΤΙΟ — Τηλ. 30282 ΡΙΑΛΤΟ — Τηλ. 24694 REBEL WITHOUT A CAUSE ΡΟΥΑΓΙΑΛ — Τηλ. 26329 TARAS BULBA. ΣΤΡΑΝΤ — Τηλ. 22322 ESCAPE FROM ZAHRAIN. ἐν ἐλληνικῇ γλώσσῃ · προβολαὶ 3.30 · 6.30 · 9.30 · ἔγχρωμος ταινία · αἱ νέαι ἐπιτυχίαι τῆς ἑβδομάδος · συνεχὴς προβολὴ ἀπὸ τῆς 3ης μ.μ. · κλιματισμὸς · εἰσιτήρια ἐκ τῶν προτέρων · δεύτερα ταινία · πρόγραμμα τῆς ἑβδομάδος ΡΑΔΙΟΣΤΑΘΜΟΣ ΚΑΪΡΟΥ ΠΕΜΠΤΗ, 17 Ιανουαρίου 12.30 Μουσικόν πόπ 12.30 Κλασσική μουσική 14.10 Ποικίλα 14.40 Τζέημς Ρότζερς 19.10 Ελληνικόν πρόγραμμα 16.45 Μυθιστορία 17.10 Ελαφρά μουσική 19.00 Ρυθμοί και μελωδίαι 20.10 Μουσική 21.10 Τα ειδήσεις 22.30 Ειδήσεις 23.32 Μουσική ΡΑΔΙΟΣΤΑΘΜΟΣ ΑΘΗΝΩΝ ΠΕΜΠΤΗ, 17 Ιανουαρίου 20.00 Τα χρονικά της ημέρας 20.10 Ρεσιτάλ πιάνου 21.00 Τραγούδια 21.15 Επεισόδιον 21.30 Χορευτικά 22.00 Ειδήσεις 22.30 Ορχήστρα 23.00 Μουσική 23.23 Η ραδιοφωνική βιβλιοθήκη 380 ΕΚΑΤ. ΔΡΑΧΜΩΝ ΤΟ ΠΡΟΓΡΑΜΜΑ ΤΟΥΡΙΣΤΙΚΩΝ ΕΠΕΝΔΥΣΕΩΝ 1963 ΝΕΑ ΞΕΝΟΔΟΧΕΙΑ ΚΑΙ ΑΛΛΑΙ ΕΓΚΑΤΑΣΤΑΣΕΙΣ ΑΘΗΝΑΙ, 16. Ἀνεκοινώθη χθές, ὅτι τό πρόγραμμα τουριστικῶν ἐπενδύσεων τοῦ 1963 θά εἶναι ὕψους 380 ἑκατ. δραχμῶν, ἐκ τῶν ὁποίων 67 ἑκατ. διατίθενται ἐκ τοῦ τακτικοῦ προϋπολογισμοῦ διά τήν ἀναπτυξιακήν περιοχήν. Διά τήν ἀνέγερσιν νέων ξενοδοχείων καί τήν ἐπέκτασιν τῶν ὑφισταμένων ὁ ΕΟΤ θά διαθέσῃ σημαντικά ποσά. Ἐκ τοῦ προγράμματος προβλέπεται ἡ κατασκευή νέων τουριστικῶν περιπτέρων, ξενώνων καί μοτέλ εἰς διαφόρους περιοχάς τῆς χώρας, ὡς ἐπίσης καί ἡ διαμόρφωσις ἀκτῶν λουομένων καί ἡ ἀποπεράτωσις ἔργων τά ὁποῖα εἶχον ἀρχίσει κατά τό παρελθόν ἔτος. Εἰς τό Καρπάθων, τήν Ρόδον, τήν Κέρκυραν, τήν Κρήτην, εἰς τάς νήσους τοῦ Αἰγαίου καί εἰς τήν βόρειον Ἑλλάδα θά ἀνεγερθοῦν νέα ξενοδοχεῖα αἱ κλῖναι τῶν ὁποίων θά ἀνέλθουν εἰς πολλάς χιλιάδας. Ὁ τουρισμός ἀποτελεῖ σημαντικήν πηγήν συναλλάγματος διά τήν χώραν καί ἡ κυβέρνησις καταβάλλει προσπαθείας διά τήν περαιτέρω ἀνάπτυξιν αὐτοῦ. Τό πρόγραμμα τοῦ ἔτους 1963 ἀποτελεῖ συνέχειαν τοῦ προγράμματος τῶν προηγουμένων ἐτῶν καί θά ἐκτελεσθῇ ὑπό τήν ἐποπτείαν τοῦ ΕΟΤ. Προβλέπεται ἐπίσης ἡ ἐπέκτασις τῶν λιμενικῶν ἐγκαταστάσεων καί ἡ βελτίωσις τοῦ ὁδικοῦ δικτύου πρός τάς τουριστικάς περιοχάς. «ΜΙΣ ΜΠΕΜΠΑ» 39 ΕΤΩΝ Διευκρινίζεται ἐπίσης ὅτι εἰς τό πρόγραμμα περιλαμβάνεται ἡ ἀνέγερσις δύο νέων μεγάλων ξενοδοχείων ἐν Ἀθήναις, ἀναπτυξιακῶν ἐπί τῆς πλατείας Συντάγματος, καί ἡ ἐπέκτασις ἑτέρων. Τό συνολικόν κόστος τῶν ἔργων ἀνέρχεται εἰς ἀρκετάς ἑκατοντάδας ἑκατομμυρίων δραχμῶν, ἡ δέ χρηματοδότησις θά γίνῃ διά δανείων ἐκ τοῦ Ταμιευτηρίου καί τῶν ἀσφαλιστικῶν ταμείων. ΤΑ ΔΥΟ ΝΕΑ ΞΕΝΟΔΟΧΕΙΑ ΤΗΣ ΠΛΑΤΕΙΑΣ ΣΥΝΤΑΓΜΑΤΟΣ Ἐξ ἄλλου, ἐντός τῶν προσεχῶν μηνῶν θά ἀρχίσῃ ἡ κατασκευή τῶν δύο μεγάλων ξενοδοχείων εἰς τήν πλατείαν Συντάγματος, ἐπί τῶν οἰκοπέδων ὅπου ἄλλοτε εὑρίσκοντο παλαιά κτίρια. Ἡ Ἐθνική Τράπεζα καί ὁ ΕΟΤ θά συμμετάσχουν εἰς τήν χρηματοδότησιν. Τέλος, ὁρισμένοι ὁμίλοι ἐπιχειρηματιῶν ἐμφανίζονται διατεθειμένοι νά ἐπενδύσουν κεφάλαια εἰς ξενοδοχειακάς ἐπιχειρήσεις. ΤΟΝ ΕΚΛΕΙΣΕ ΣΤΗΝ ΑΠΟΘΗΚΗ ΓΙΑ ΝΑ ΜΗ ΓΙΝΗ Ο ΓΑΜΟΣ... ΔΙΚΑΙΟΛΟΓΗΜΕΝΗ ΑΓΑΝΑΚΤΗΣΙΣ ΑΘΗΝΑΙ, Ιανουάριος. Ὁ νέος εἶχε ὅλα τά προσόντα γιά νά γίνῃ ἕνας καλός σύζυγος. Εἶχε ἀπό καιρό ἀρραβωνιασθῆ μέ τήν ἐκλεκτή τῆς καρδιᾶς του. Ὁ πατέρας τῆς νέας ὅμως δέν ἔβλεπε μέ καλό μάτι τόν γάμο καί ἐπέμενε νά ἀναβληθῇ. Τήν ἡμέρα τοῦ γάμου, ὅταν ὅλοι οἱ καλεσμένοι εἶχαν συγκεντρωθῆ εἰς τήν ἐκκλησίαν, ὁ γαμβρός δέν ἐνεφανίσθη. Μετά ἀπό πολλές ἀναζητήσεις ἀνεκαλύφθη ὅτι τόν εἶχαν κλείσει στήν ἀποθήκη τοῦ σπιτιοῦ. — Ποιός σέ ἔκλεισε ἐδῶ μέσα; ἐρώτησαν. Ἡ ἀγανάκτησις ὅλων ἦτο μεγάλη. Τό ζήτημα κατέληξεν εἰς τό δικαστήριον, ὅπου ἐξηγήθη ὅτι ὁ μέλλων πεθερός ἤθελε νά ματαιώσῃ τόν γάμον. — Εἶναι ἀπαράδεκτο, εἶπε ὁ δικαστής. Ὁ κατηγορούμενος ὑπεστήριξεν ὅτι ἔπραξε τοῦτο διά τό καλό τῆς κόρης του. Τελικῶς, ὁ γάμος ἐτελέσθη τήν ἑπομένην ἡμέραν μέ ὅλους τούς καλεσμένους παρόντας. Ἡ νύφη ἦτο εὐτυχισμένη καί ὁ γαμβρός ἐπίσης, παρά τάς περιπετείας. Ἡ ὑπόθεσις προκάλεσε μεγάλην ἐντύπωσιν εἰς τήν περιοχήν. — Πῶς ἔτσι; Ποιά ἦταν ἡ αἰτία; Ἡ ἀπάντησις ἦτο ἁπλῆ: ὁ πατέρας δέν ἤθελε νά ἀποχωρισθῇ τήν κόρην του. — Ὄχι! Δέν θά πάει εἰς τήν ἐκκλησία! ἐφώναζε ὁ πατέρας. — Ἐσύ ἔπρεπε νά πανηγυρίσῃς εἶπε ὁ γαμβρός. Ἀλλά τίποτε δέν ἀλλάζει. Δέν ὑπάρχει λόγος νά ἐγκαταλείψουμε. Ὁ δικηγόρος ἐζήτησε ἐπιείκεια. Ὅπως ἐξήγησε, ὁ πατέρας ἐνήργησε ἐν βρασμῷ ψυχῆς. Δέν εἶναι ὅμως δυνατόν νά ἀναβληθῇ ἡ ἀπόφασις. Ὁ πρόεδρος διέκοψε τήν συνεδρίασιν καί ὥρισε νέαν ἡμερομηνίαν. Μέ ἰατροδικαστική ἐξέτασιν ἀπεδείχθη ὅτι ὁ νέος ἔμεινε κλεισμένος ἐπί πολλάς ὥρας. Ἡ ὑπόθεσις ἀπησχόλησε τούς κατοίκους τῆς συνοικίας ἐπί ἡμέρας. Μ.Η.Ν.: Τόν κλείδωσε κ. Πρόεδρε, γιά νά μήν φύγῃ. — Καί διατί; — Διότι ἤθελε νά τόν παντρευτῇ ἡ ἄλλη του κόρη! Ἡ αἴθουσα ἐγέλασε. Ἡ ἀπόφασις θά ἐκδοθῇ προσεχῶς. Μετά τό τέλος τῆς δίκης οἱ νεόνυμφοι ἐγκατέλειψαν τό δικαστήριον χέρι-χέρι, συνοδευόμενοι ὑπό φίλων καί συγγενῶν.: [10, 37, 495, 1656]
cuba-dateline: ΑΘΗΝΑΙ, 16 (Ι.Υ.): [704, 1349, 810, 1362]
singer-photo: [1170, 1351, 1348, 1563]
cinema-listing: ΡΙΑΛΤΟ — Τηλ. 24694 REBEL WITHOUT A CAUSE: [257, 167, 495, 194]
